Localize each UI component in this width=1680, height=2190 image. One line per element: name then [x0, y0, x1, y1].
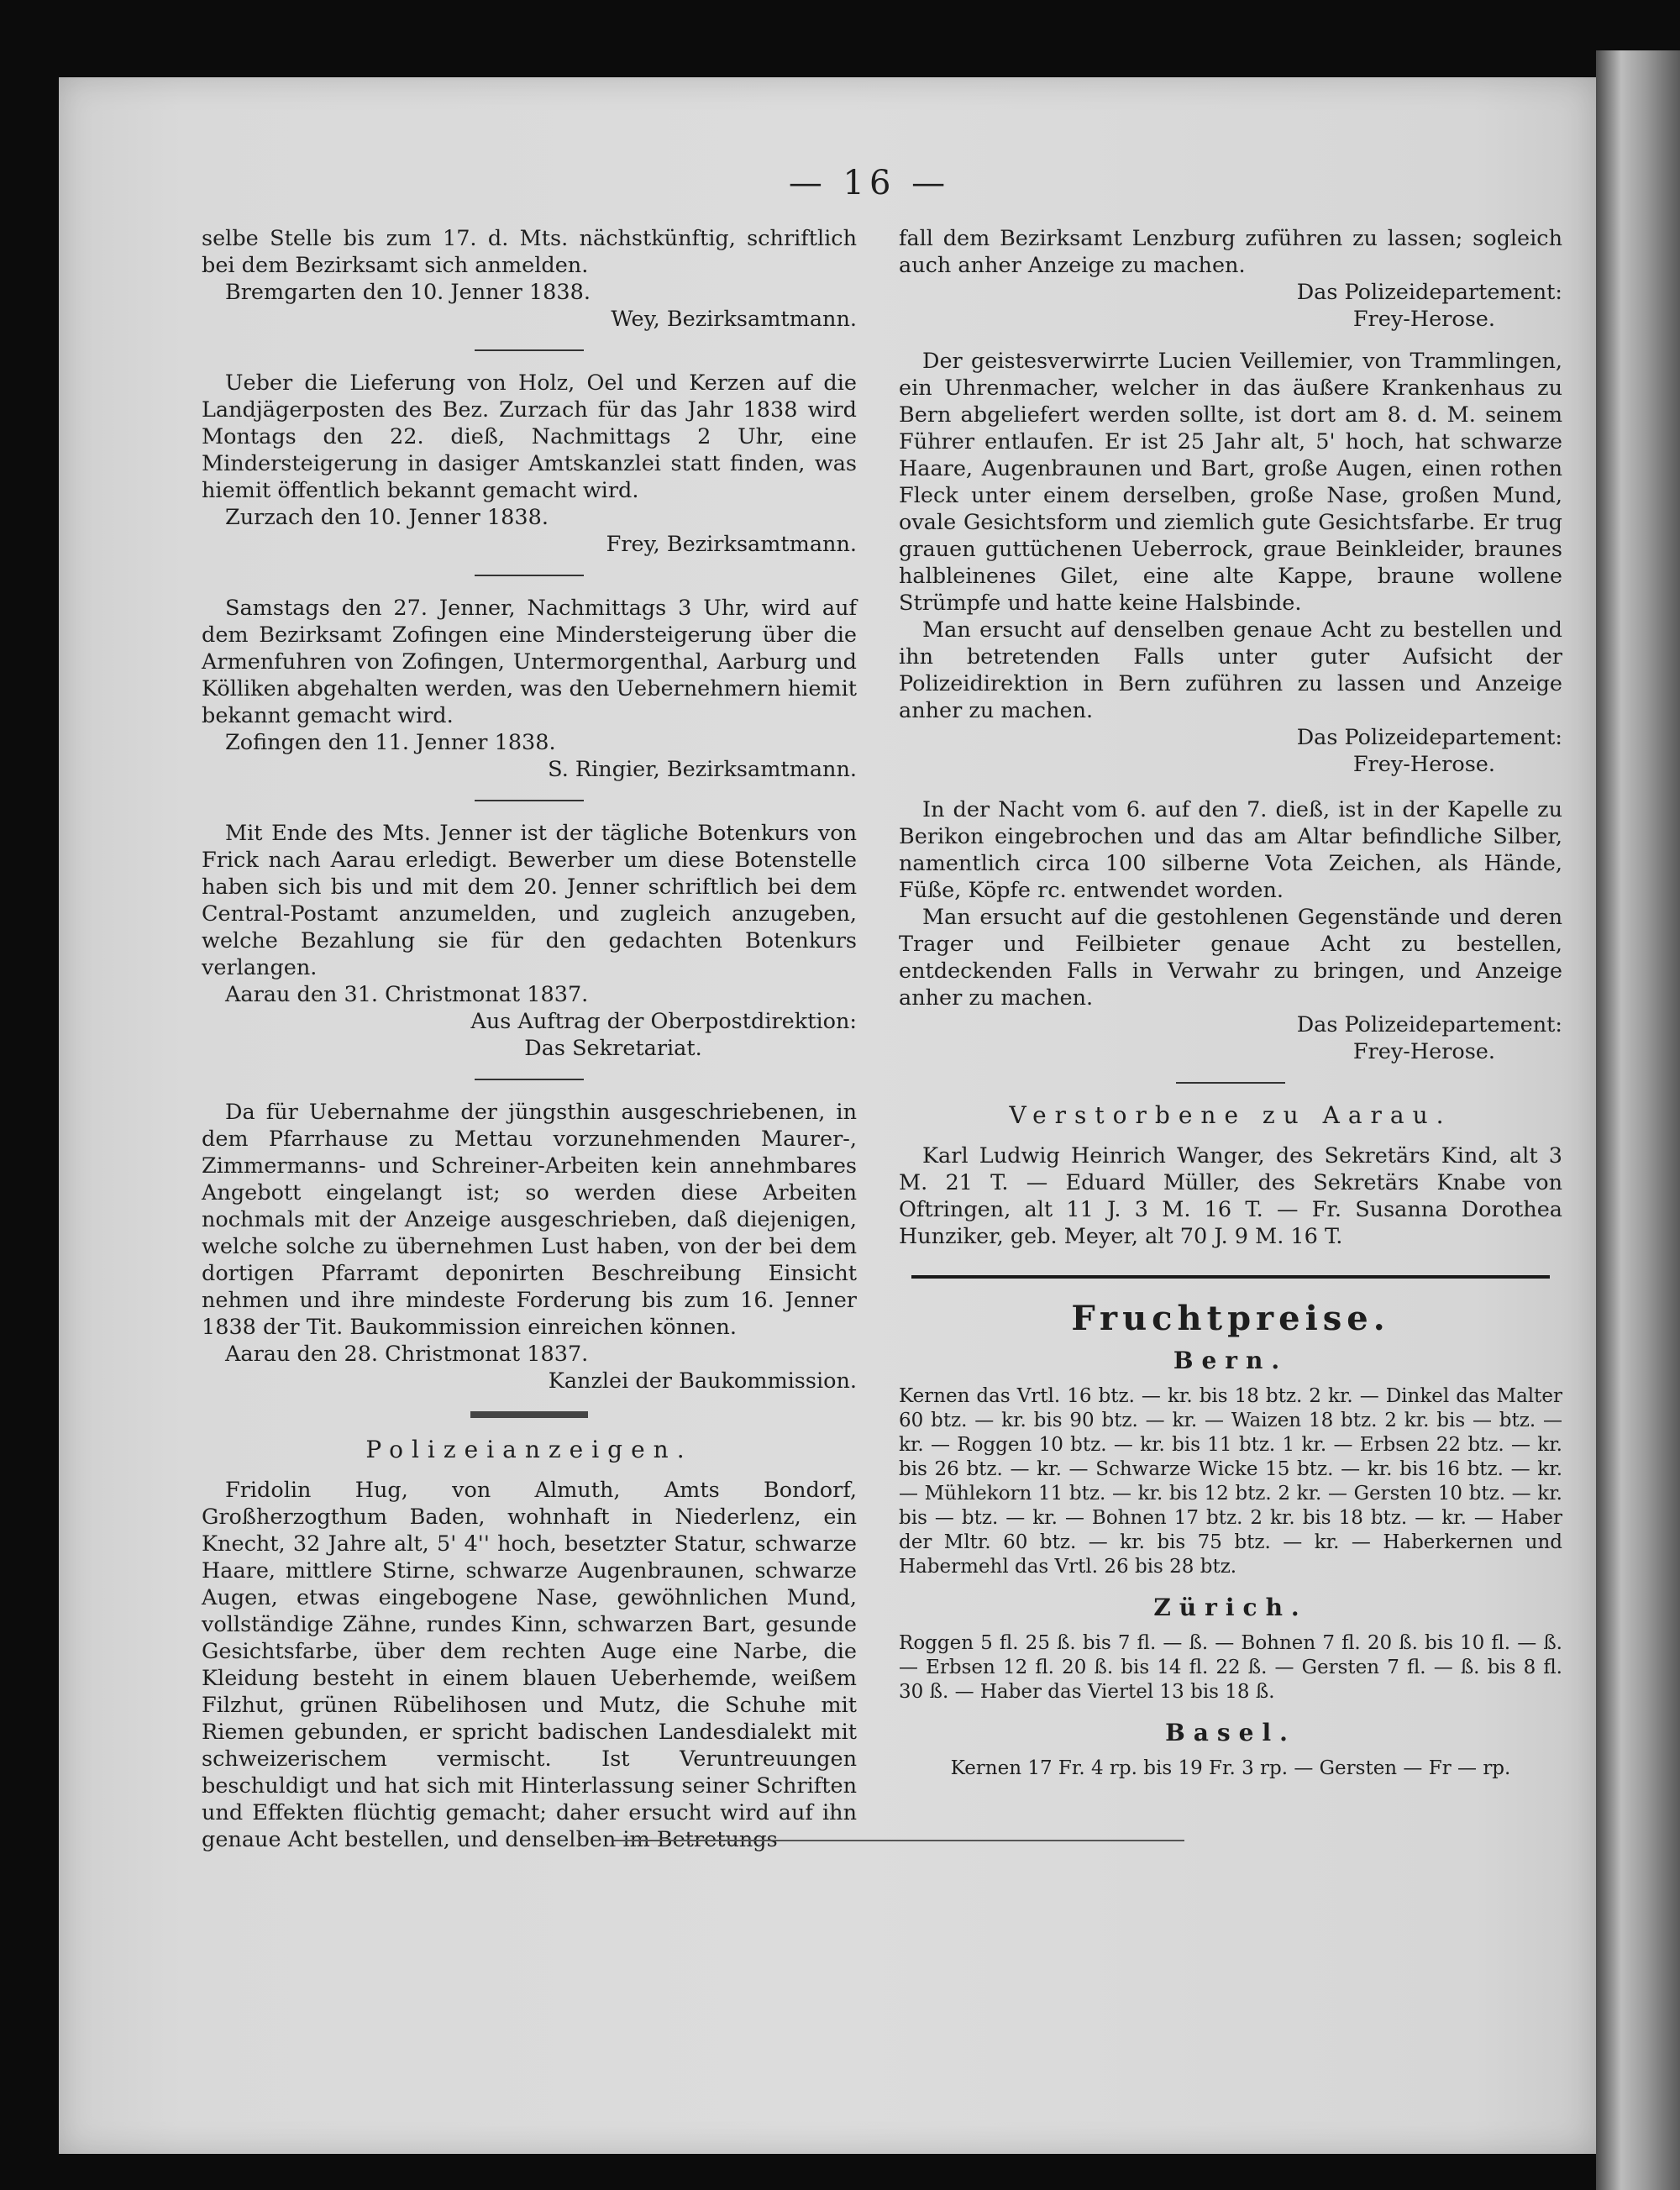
bottom-divider	[613, 1840, 1184, 1841]
notice-signature: Wey, Bezirksamtmann.	[611, 307, 857, 332]
notice-text: selbe Stelle bis zum 17. d. Mts. nächstkünftig, schriftlich bei dem Bezirksamt sich anmelden.	[202, 226, 857, 278]
bern-heading: Bern.	[1173, 1347, 1289, 1374]
bern-prices: Kernen das Vrtl. 16 btz. — kr. bis 18 btz. 2 kr. — Dinkel das Malter 60 btz. — kr. bis 90 btz. — kr. — Waizen 18 btz. 2 kr. bis — btz. — kr. — Roggen 10 btz. — kr. bis 11 btz. 1 kr. — Erbsen 22 btz. — kr. bis 26 btz. — kr. — Schwarze Wicke 15 btz. — kr. bis 16 btz. — kr. — Mühlekorn 11 btz. — kr. bis 12 btz. 2 kr. — Gersten 10 btz. — kr. bis — btz. — kr. — Bohnen 17 btz. 2 kr. bis 18 btz. — kr. — Haber der Mltr. 60 btz. — kr. bis 75 btz. — kr. — Haberkernen und Habermehl das Vrtl. 26 bis 28 btz.	[899, 1385, 1562, 1578]
notice-signature: Kanzlei der Baukommission.	[548, 1368, 857, 1394]
deceased-list	[899, 1142, 1562, 1250]
notice-text: Da für Uebernahme der jüngsthin ausgeschriebenen, in dem Pfarrhause zu Mettau vorzunehmenden Maurer-, Zimmermanns- und Schreiner-Arbeiten kein annehmbares Angebott eingelangt ist; so werden diese Arbeiten nochmals mit der Anzeige ausgeschrieben, daß diejenigen, welche solche zu übernehmen Lust haben, von der bei dem dortigen Pfarramt deponirten Beschreibung Einsicht nehmen und ihre mindeste Forderung bis zum 16. Jenner 1838 der Tit. Baukommission einreichen können.	[202, 1100, 857, 1340]
notice-signature-line1: Aus Auftrag der Oberpostdirektion:	[470, 1009, 857, 1034]
police-notice-hug-continued	[899, 225, 1562, 333]
left-column	[202, 225, 857, 1858]
notice-signature-line2: Frey-Herose.	[1352, 1039, 1495, 1064]
basel-heading: Basel.	[1165, 1719, 1296, 1746]
notice-text: Ueber die Lieferung von Holz, Oel und Kerzen auf die Landjägerposten des Bez. Zurzach für das Jahr 1838 wird Montags den 22. dieß, Nachmittags 2 Uhr, eine Mindersteigerung in dasiger Amtskanzlei statt finden, was hiemit öffentlich bekannt gemacht wird.	[202, 370, 857, 503]
notice-signature-line2: Frey-Herose.	[1352, 307, 1495, 332]
divider	[475, 800, 584, 801]
notice-zofingen	[202, 595, 857, 783]
notice-date: Bremgarten den 10. Jenner 1838.	[225, 280, 591, 305]
zurich-prices: Roggen 5 fl. 25 ß. bis 7 fl. — ß. — Bohnen 7 fl. 20 ß. bis 10 fl. — ß. — Erbsen 12 fl. 20 ß. bis 14 fl. 22 ß. — Gersten 7 fl. — ß. bis 8 fl. 30 ß. — Haber das Viertel 13 bis 18 ß.	[899, 1632, 1562, 1703]
notice-signature-line1: Das Polizeidepartement:	[1296, 725, 1562, 750]
notice-text-2: Man ersucht auf die gestohlenen Gegenstände und deren Trager und Feilbieter genaue Acht zu bestellen, entdeckenden Falls in Verwahr zu bringen, und Anzeige anher zu machen.	[899, 905, 1562, 1011]
right-column	[899, 225, 1562, 1781]
notice-signature-line2: Frey-Herose.	[1352, 752, 1495, 777]
police-notice-veillemier	[899, 348, 1562, 778]
page-number: — 16 —	[788, 164, 951, 202]
divider	[475, 349, 584, 351]
divider	[475, 575, 584, 576]
notice-text: In der Nacht vom 6. auf den 7. dieß, ist in der Kapelle zu Berikon eingebrochen und das am Altar befindliche Silber, namentlich circa 100 silberne Vota Zeichen, als Hände, Füße, Köpfe rc. entwendet worden.	[899, 797, 1562, 903]
notice-text: Samstags den 27. Jenner, Nachmittags 3 Uhr, wird auf dem Bezirksamt Zofingen eine Mindersteigerung über die Armenfuhren von Zofingen, Untermorgenthal, Aarburg und Kölliken abgehalten werden, was den Uebernehmern hiemit bekannt gemacht wird.	[202, 596, 857, 728]
notice-zurzach	[202, 370, 857, 558]
notice-date: Zurzach den 10. Jenner 1838.	[225, 505, 549, 530]
adjacent-page-edge	[1596, 50, 1680, 2190]
notice-text: Mit Ende des Mts. Jenner ist der tägliche Botenkurs von Frick nach Aarau erledigt. Bewerber um diese Botenstelle haben sich bis und mit dem 20. Jenner schriftlich bei dem Central-Postamt anzumelden, und zugleich anzugeben, welche Bezahlung sie für den gedachten Botenkurs verlangen.	[202, 821, 857, 980]
basel-prices: Kernen 17 Fr. 4 rp. bis 19 Fr. 3 rp. — Gersten — Fr — rp.	[950, 1757, 1511, 1779]
divider	[470, 1411, 588, 1418]
notice-signature: S. Ringier, Bezirksamtmann.	[548, 757, 857, 782]
prices-heading: Fruchtpreise.	[1071, 1299, 1390, 1338]
notice-date: Aarau den 28. Christmonat 1837.	[225, 1342, 589, 1367]
notice-signature: Frey, Bezirksamtmann.	[606, 532, 857, 557]
section-divider	[911, 1275, 1550, 1279]
police-notice-hug	[202, 1477, 857, 1853]
notice-text-2: Man ersucht auf denselben genaue Acht zu bestellen und ihn betretenden Falls unter guter Aufsicht der Polizeidirektion in Bern zuführen zu lassen und Anzeige anher zu machen.	[899, 617, 1562, 723]
notice-signature-line1: Das Polizeidepartement:	[1296, 280, 1562, 305]
notice-date: Zofingen den 11. Jenner 1838.	[225, 730, 556, 755]
notice-text: fall dem Bezirksamt Lenzburg zuführen zu lassen; sogleich auch anher Anzeige zu machen.	[899, 226, 1562, 278]
divider	[1176, 1082, 1285, 1084]
police-heading: Polizeianzeigen.	[365, 1436, 693, 1463]
notice-signature-line2: Das Sekretariat.	[524, 1036, 702, 1061]
notice-bremgarten	[202, 225, 857, 333]
notice-botenkurs	[202, 820, 857, 1062]
notice-date: Aarau den 31. Christmonat 1837.	[225, 982, 589, 1007]
notice-mettau	[202, 1099, 857, 1394]
notice-text: Der geistesverwirrte Lucien Veillemier, von Trammlingen, ein Uhrenmacher, welcher in das äußere Krankenhaus zu Bern abgeliefert werden sollte, ist dort am 8. d. M. seinem Führer entlaufen. Er ist 25 Jahr alt, 5' hoch, hat schwarze Haare, Augenbraunen und Bart, große Augen, einen rothen Fleck unter einem derselben, große Nase, großen Mund, ovale Gesichtsform und ziemlich gute Gesichtsfarbe. Er trug grauen guttüchenen Ueberrock, graue Beinkleider, braunes halbleinenes Gilet, eine alte Kappe, braune wollene Strümpfe und hatte keine Halsbinde.	[899, 349, 1562, 616]
deceased-text: Karl Ludwig Heinrich Wanger, des Sekretärs Kind, alt 3 M. 21 T. — Eduard Müller, des Sekretärs Knabe von Oftringen, alt 11 J. 3 M. 16 T. — Fr. Susanna Dorothea Hunziker, geb. Meyer, alt 70 J. 9 M. 16 T.	[899, 1143, 1562, 1249]
police-notice-berikon	[899, 796, 1562, 1065]
zurich-heading: Zürich.	[1153, 1594, 1308, 1621]
deceased-heading: Verstorbene zu Aarau.	[1009, 1101, 1452, 1129]
divider	[475, 1079, 584, 1080]
notice-signature-line1: Das Polizeidepartement:	[1296, 1012, 1562, 1037]
notice-text: Fridolin Hug, von Almuth, Amts Bondorf, Großherzogthum Baden, wohnhaft in Niederlenz, ein Knecht, 32 Jahre alt, 5' 4'' hoch, besetzter Statur, schwarze Haare, mittlere Stirne, schwarze Augenbraunen, schwarze Augen, etwas eingebogene Nase, gewöhnlichen Mund, vollständige Zähne, rundes Kinn, schwarzen Bart, gesunde Gesichtsfarbe, über dem rechten Auge eine Narbe, die Kleidung besteht in einem blauen Ueberhemde, weißem Filzhut, grünen Rübelihosen und Mutz, die Schuhe mit Riemen gebunden, er spricht badischen Landesdialekt mit schweizerischem vermischt. Ist Veruntreuungen beschuldigt und hat sich mit Hinterlassung seiner Schriften und Effekten flüchtig gemacht; daher ersucht wird auf ihn genaue Acht bestellen, und denselben im Betretungs-	[202, 1478, 857, 1852]
